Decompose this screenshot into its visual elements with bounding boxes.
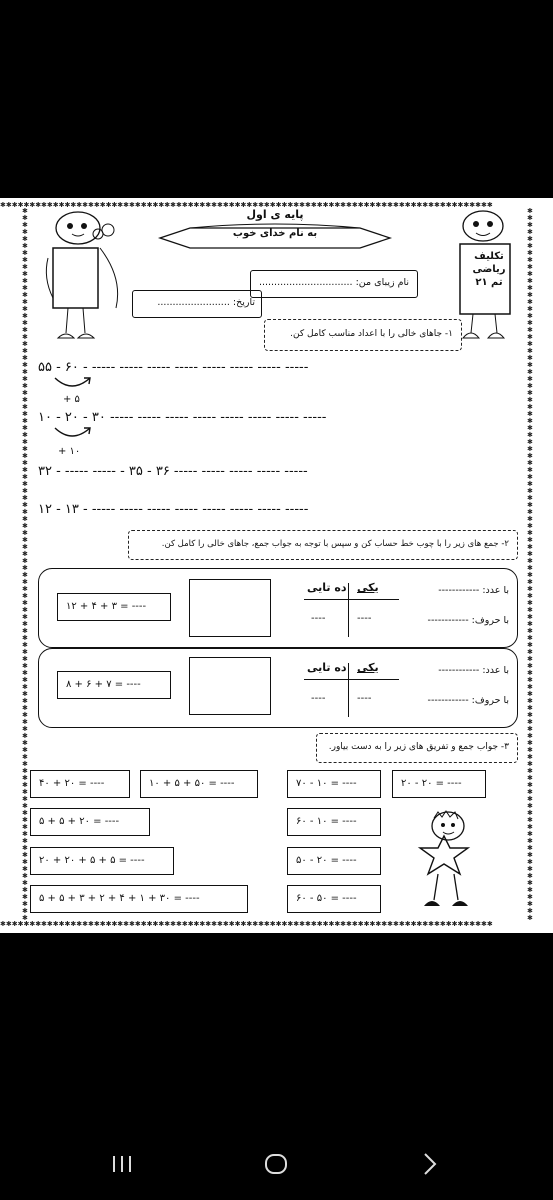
sequence-row-1: ۵۵ - ۶۰ - ----- ----- ----- ----- ----- ----- ----- ----- [38,360,309,375]
word-answer-1[interactable]: با حروف: ------------ [427,615,509,626]
expression-1: ۱۲ + ۴ + ۳ = ---- [66,601,147,612]
sum-expression-3: ۵ + ۵ + ۲۰ = ---- [39,816,120,827]
diff-expression-2: ۲۰ - ۲۰ = ---- [401,778,462,789]
diff-box-2 [392,770,486,798]
section1-instruction-box [264,319,462,351]
diff-box-4 [287,847,381,875]
ones-label-1: یکی [357,581,379,594]
girl-illustration [28,208,138,348]
ones-blank-1[interactable]: ---- [357,613,372,624]
assignment-line2: ریاضی [472,264,506,275]
assignment-label [462,250,516,289]
number-answer-2[interactable]: با عدد: ------------ [438,665,509,676]
worksheet [0,198,553,933]
diff-box-5 [287,885,381,913]
recent-apps-icon[interactable] [110,1154,134,1174]
diff-expression-5: ۶۰ - ۵۰ = ---- [296,893,357,904]
home-icon[interactable] [264,1152,288,1176]
sum-box-5 [30,885,248,913]
sum-expression-5: ۵ + ۵ + ۳ + ۲ + ۴ + ۱ + ۳۰ = ---- [39,893,200,904]
diff-box-1 [287,770,381,798]
sum-box-4 [30,847,174,875]
place-value-hline-2 [304,679,399,680]
date-box[interactable] [132,290,262,318]
diff-expression-3: ۶۰ - ۱۰ = ---- [296,816,357,827]
tally-box-1[interactable] [189,579,271,637]
diff-expression-1: ۷۰ - ۱۰ = ---- [296,778,357,789]
addition-problem-2 [38,648,518,728]
tally-box-2[interactable] [189,657,271,715]
back-icon[interactable] [422,1152,438,1176]
place-value-vline-2 [348,663,349,717]
expression-box-1 [57,593,171,621]
section3-instruction-box [316,733,518,763]
section3-instruction: ۳- جواب جمع و تفریق های زیر را به دست بیاور. [328,742,509,752]
top-border: ✱✱✱✱✱✱✱✱✱✱✱✱✱✱✱✱✱✱✱✱✱✱✱✱✱✱✱✱✱✱✱✱✱✱✱✱✱✱✱✱✱✱✱✱✱✱✱✱✱✱✱✱✱✱✱✱✱✱✱✱✱✱✱✱✱✱✱✱✱✱✱✱✱✱✱✱✱✱✱✱✱✱✱✱ [0,202,493,209]
hop-arrow-2 [50,424,100,444]
bottom-border: ✱✱✱✱✱✱✱✱✱✱✱✱✱✱✱✱✱✱✱✱✱✱✱✱✱✱✱✱✱✱✱✱✱✱✱✱✱✱✱✱✱✱✱✱✱✱✱✱✱✱✱✱✱✱✱✱✱✱✱✱✱✱✱✱✱✱✱✱✱✱✱✱✱✱✱✱✱✱✱✱✱✱✱✱ [0,921,493,928]
hop-label-1: + ۵ [63,394,80,405]
tens-blank-1[interactable]: ---- [311,613,326,624]
ones-label-2: یکی [357,661,379,674]
hop-arrow-1 [50,374,100,394]
ones-blank-2[interactable]: ---- [357,693,372,704]
diff-box-3 [287,808,381,836]
grade-title: پایه ی اول [246,208,304,221]
sum-box-2 [140,770,258,798]
assignment-line1: تکلیف [474,251,504,262]
sequence-row-2: ۱۰ - ۲۰ - ۳۰ ----- ----- ----- ----- ----- ----- ----- ----- [38,410,327,425]
expression-box-2 [57,671,171,699]
sum-box-1 [30,770,130,798]
section2-instruction-box [128,530,518,560]
hop-label-2: + ۱۰ [58,446,81,457]
addition-problem-1 [38,568,518,648]
right-border: ✱✱✱✱✱✱✱✱✱✱✱✱✱✱✱✱✱✱✱✱✱✱✱✱✱✱✱✱✱✱✱✱✱✱✱✱✱✱✱✱✱✱✱✱✱✱✱✱✱✱✱✱✱✱✱✱✱✱✱✱✱✱✱✱✱✱✱✱✱✱✱✱✱✱✱✱✱✱✱✱✱✱✱✱✱✱✱✱✱✱✱✱✱✱✱✱✱✱✱✱✱✱ [527,208,533,920]
left-border: ✱✱✱✱✱✱✱✱✱✱✱✱✱✱✱✱✱✱✱✱✱✱✱✱✱✱✱✱✱✱✱✱✱✱✱✱✱✱✱✱✱✱✱✱✱✱✱✱✱✱✱✱✱✱✱✱✱✱✱✱✱✱✱✱✱✱✱✱✱✱✱✱✱✱✱✱✱✱✱✱✱✱✱✱✱✱✱✱✱✱✱✱✱✱✱✱✱✱✱✱✱✱ [22,208,28,920]
sequence-row-3: ۳۲ - ----- ----- - ۳۵ - ۳۶ ----- ----- ----- ----- ----- [38,464,308,479]
place-value-hline-1 [304,599,399,600]
expression-2: ۸ + ۶ + ۷ = ---- [66,679,141,690]
name-field: نام زیبای من: ............................... [258,277,409,288]
place-value-vline-1 [348,583,349,637]
sum-expression-1: ۴۰ + ۲۰ = ---- [39,778,105,789]
number-answer-1[interactable]: با عدد: ------------ [438,585,509,596]
assignment-line3: تم ۲۱ [475,277,503,288]
basmala: به نام خدای خوب [232,228,318,239]
sequence-row-4: ۱۲ - ۱۳ - ----- ----- ----- ----- ----- ----- ----- ----- [38,502,309,517]
section2-instruction: ۲- جمع های زیر را با چوب خط حساب کن و سپس با توجه به جواب جمع، جاهای خالی را کامل کن. [161,539,509,549]
word-answer-2[interactable]: با حروف: ------------ [427,695,509,706]
tens-label-2: ده تایی [307,661,347,674]
navigation-bar [0,1130,553,1200]
star-boy-illustration [410,808,490,916]
name-box[interactable] [250,270,418,298]
sum-expression-2: ۱۰ + ۵ + ۵۰ = ---- [149,778,235,789]
date-field: تاریخ: ........................ [157,297,255,308]
section1-instruction: ۱- جاهای خالی را با اعداد مناسب کامل کن. [290,329,453,339]
tens-blank-2[interactable]: ---- [311,693,326,704]
sum-expression-4: ۲۰ + ۲۰ + ۵ + ۵ = ---- [39,855,145,866]
tens-label-1: ده تایی [307,581,347,594]
diff-expression-4: ۵۰ - ۲۰ = ---- [296,855,357,866]
sum-box-3 [30,808,150,836]
